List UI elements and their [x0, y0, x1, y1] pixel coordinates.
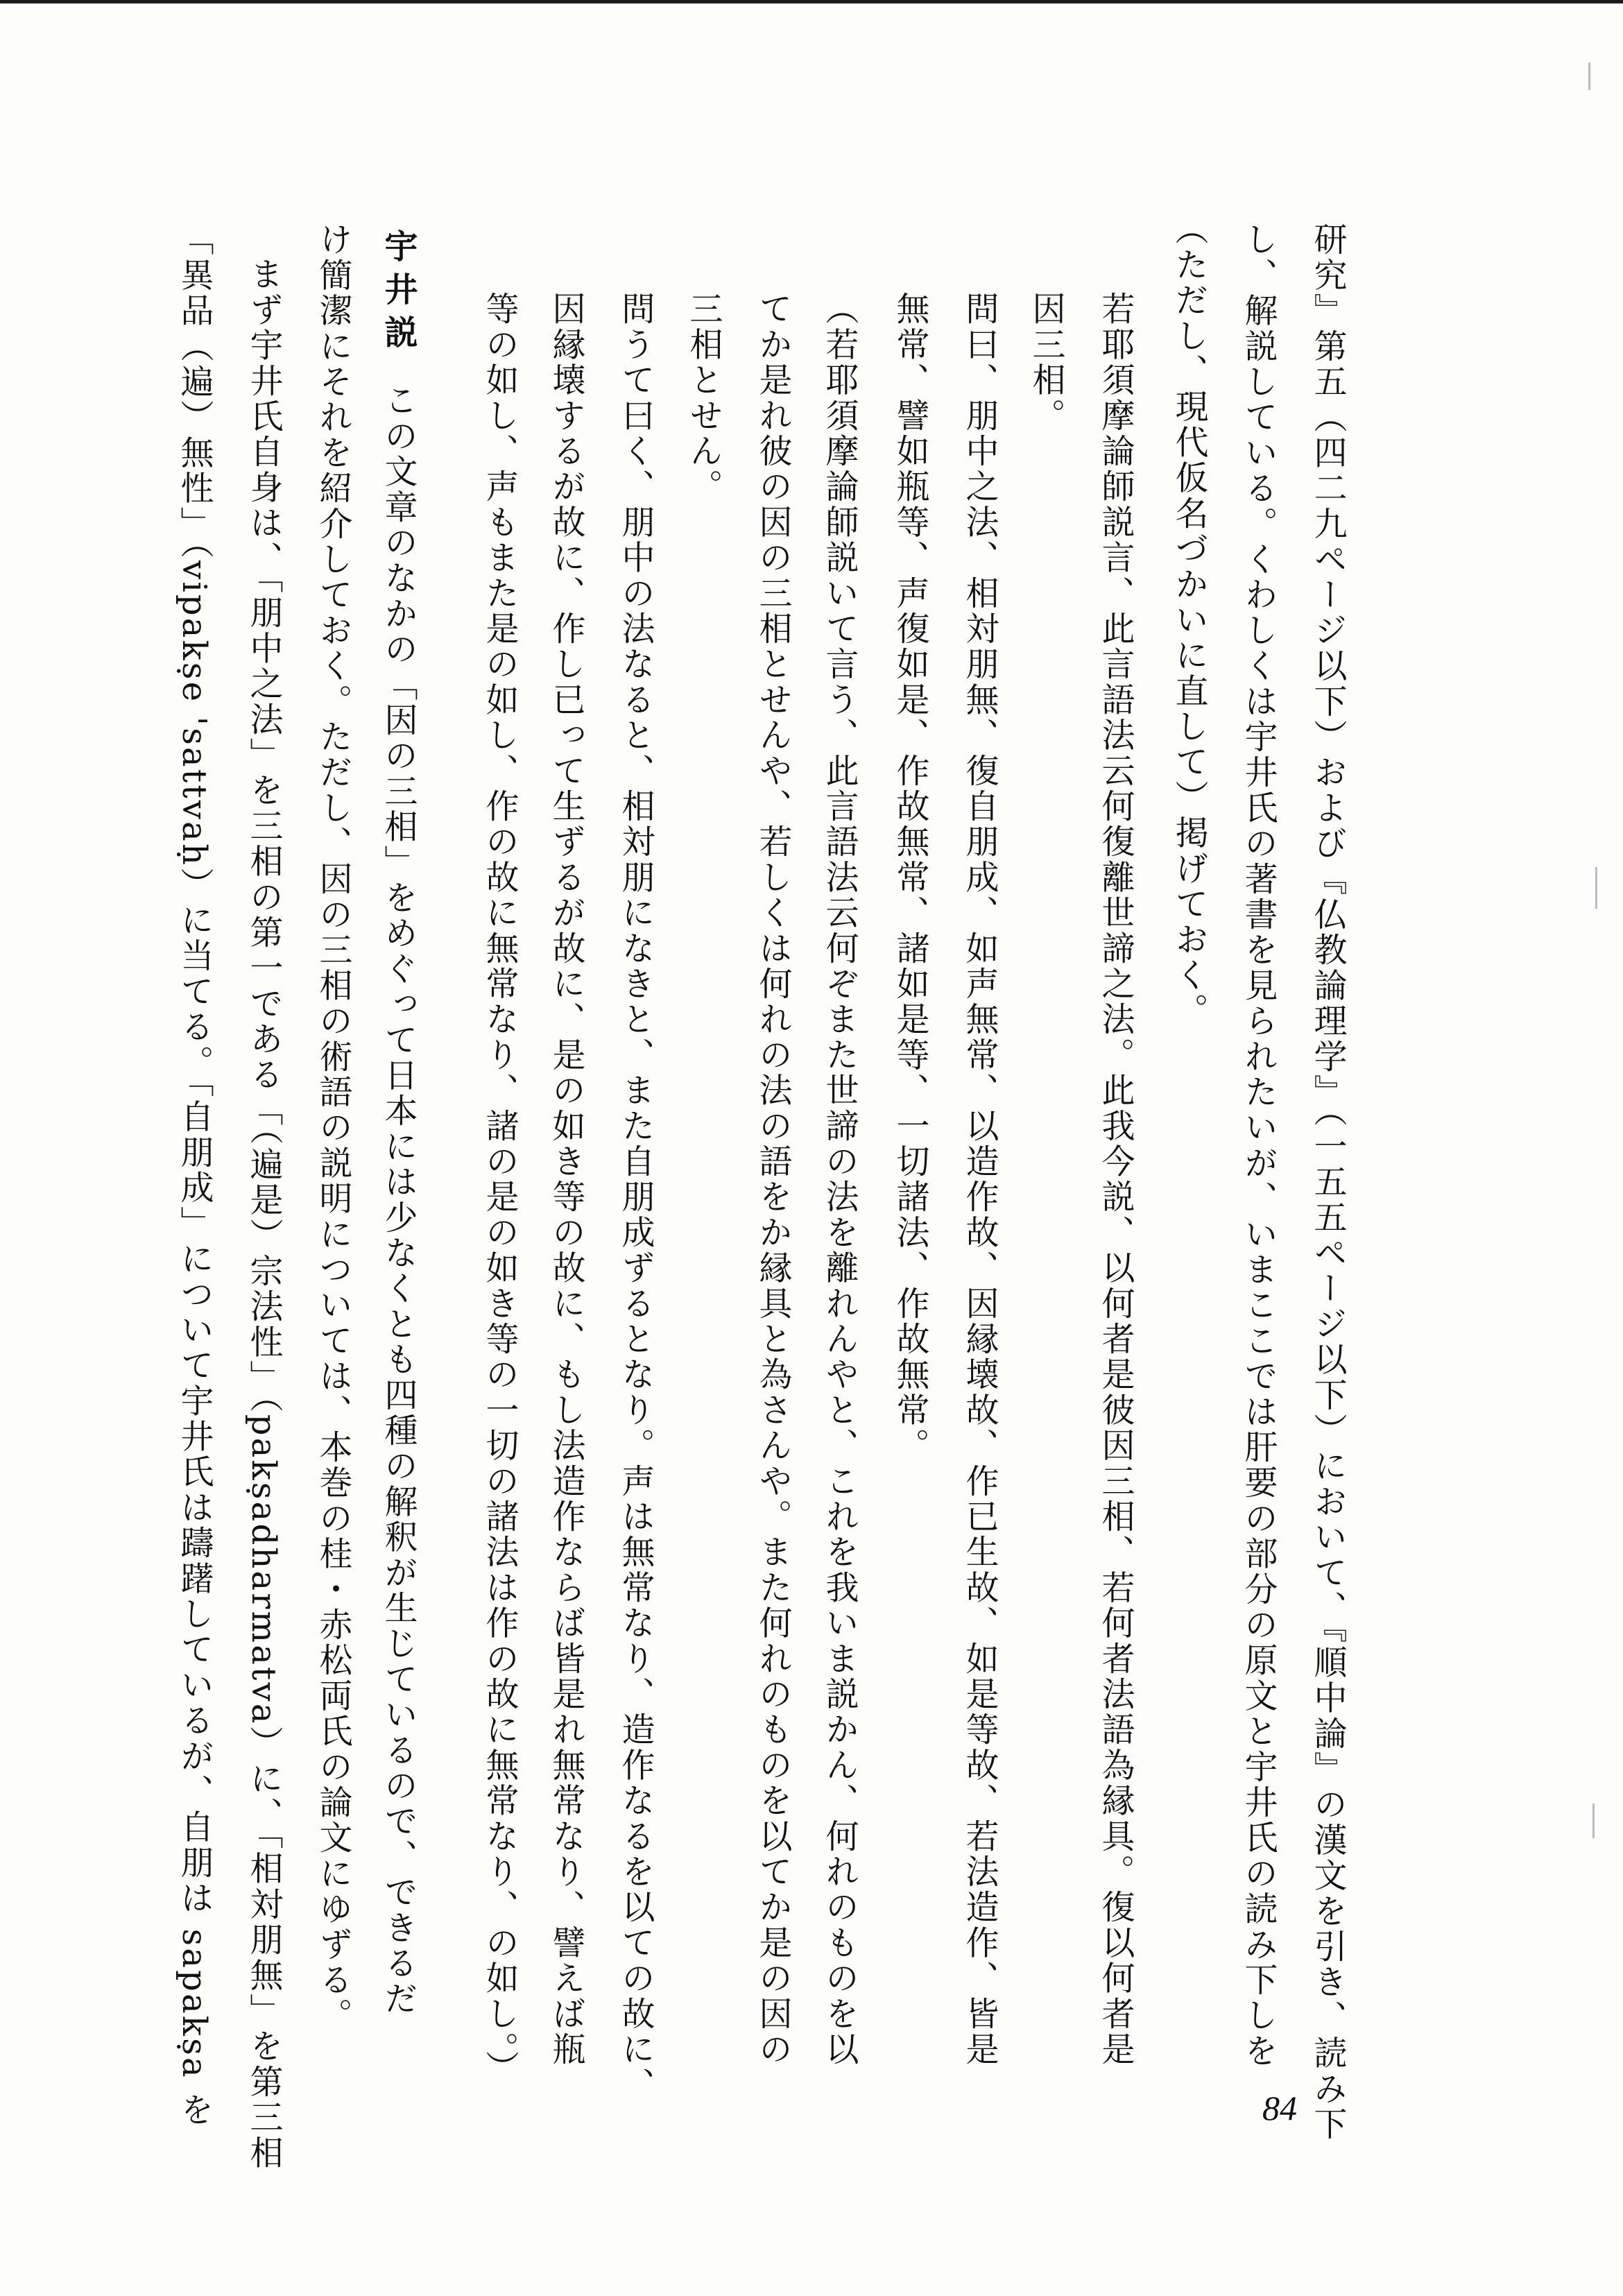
quote-column: 問曰、朋中之法、相対朋無、復自朋成、如声無常、以造作故、因縁壊故、作已生故、如是等故、若法造作、皆是 — [960, 291, 999, 2067]
quote-column: 無常、譬如瓶等、声復如是、作故無常、諸如是等、一切諸法、作故無常。 — [891, 291, 929, 1464]
page-number: 84 — [1262, 2089, 1297, 2127]
reading-column: （若耶須摩論師説いて言う、此言語法云何ぞまた世諦の法を離れんやと、これを我いま説かん、何れのものを以 — [820, 291, 859, 2067]
margin-speck — [1595, 867, 1597, 909]
text-column: 研究』第五（四二九ページ以下）および『仏教論理学』（一五五ページ以下）において、『順中論』の漢文を引き、読み下 — [1308, 222, 1347, 2142]
text-column: （ただし、現代仮名づかいに直して）掲げておく。 — [1169, 212, 1208, 1029]
section-heading: 宇井説 — [379, 229, 418, 358]
section-text: この文章のなかの「因の三相」をめぐって日本には少なくとも四種の解釈が生じているので、できるだ — [379, 383, 418, 2017]
text-column: し、解説している。くわしくは宇井氏の著書を見られたいが、いまここでは肝要の部分の原文と宇井氏の読み下しを — [1239, 222, 1278, 2069]
quote-column: 若耶須摩論師説言、此言語法云何復離世諦之法。此我今説、以何者是彼因三相、若何者法語為縁具。復以何者是 — [1096, 291, 1135, 2067]
reading-column: 三相とせん。 — [684, 291, 723, 505]
reading-column: 問うて曰く、朋中の法なると、相対朋になきと、また自朋成ずるとなり。声は無常なり、造作なるを以ての故に、 — [616, 291, 655, 2103]
reading-column: 因縁壊するが故に、作し已って生ずるが故に、是の如き等の故に、もし法造作ならば皆是れ無常なり、譬えば瓶 — [547, 291, 585, 2067]
text-column: け簡潔にそれを紹介しておく。ただし、因の三相の術語の説明については、本巻の桂・赤松両氏の論文にゆずる。 — [314, 222, 352, 2034]
reading-column: 等の如し、声もまた是の如し、作の故に無常なり、諸の是の如き等の一切の諸法は作の故に無常なり、の如し。） — [480, 291, 519, 2087]
text-column: 「異品（遍）無性」（vipakṣe 'sattvaḥ）に当てる。「自朋成」について宇井氏は躊躇しているが、自朋は sapakṣa を — [175, 222, 214, 2128]
quote-column: 因三相。 — [1027, 291, 1065, 434]
reading-column: てか是れ彼の因の三相とせんや、若しくは何れの法の語をか縁具と為さんや。また何れのものを以てか是の因の — [753, 291, 792, 2067]
text-column: まず宇井氏自身は、「朋中之法」を三相の第一である「（遍是）宗法性」（pakṣadharmatva）に、「相対朋無」を第三相 — [244, 257, 283, 2171]
section-column — [379, 229, 418, 2017]
top-border-rule — [0, 0, 1623, 3]
margin-speck — [1588, 62, 1590, 90]
margin-speck — [1592, 1804, 1595, 1838]
